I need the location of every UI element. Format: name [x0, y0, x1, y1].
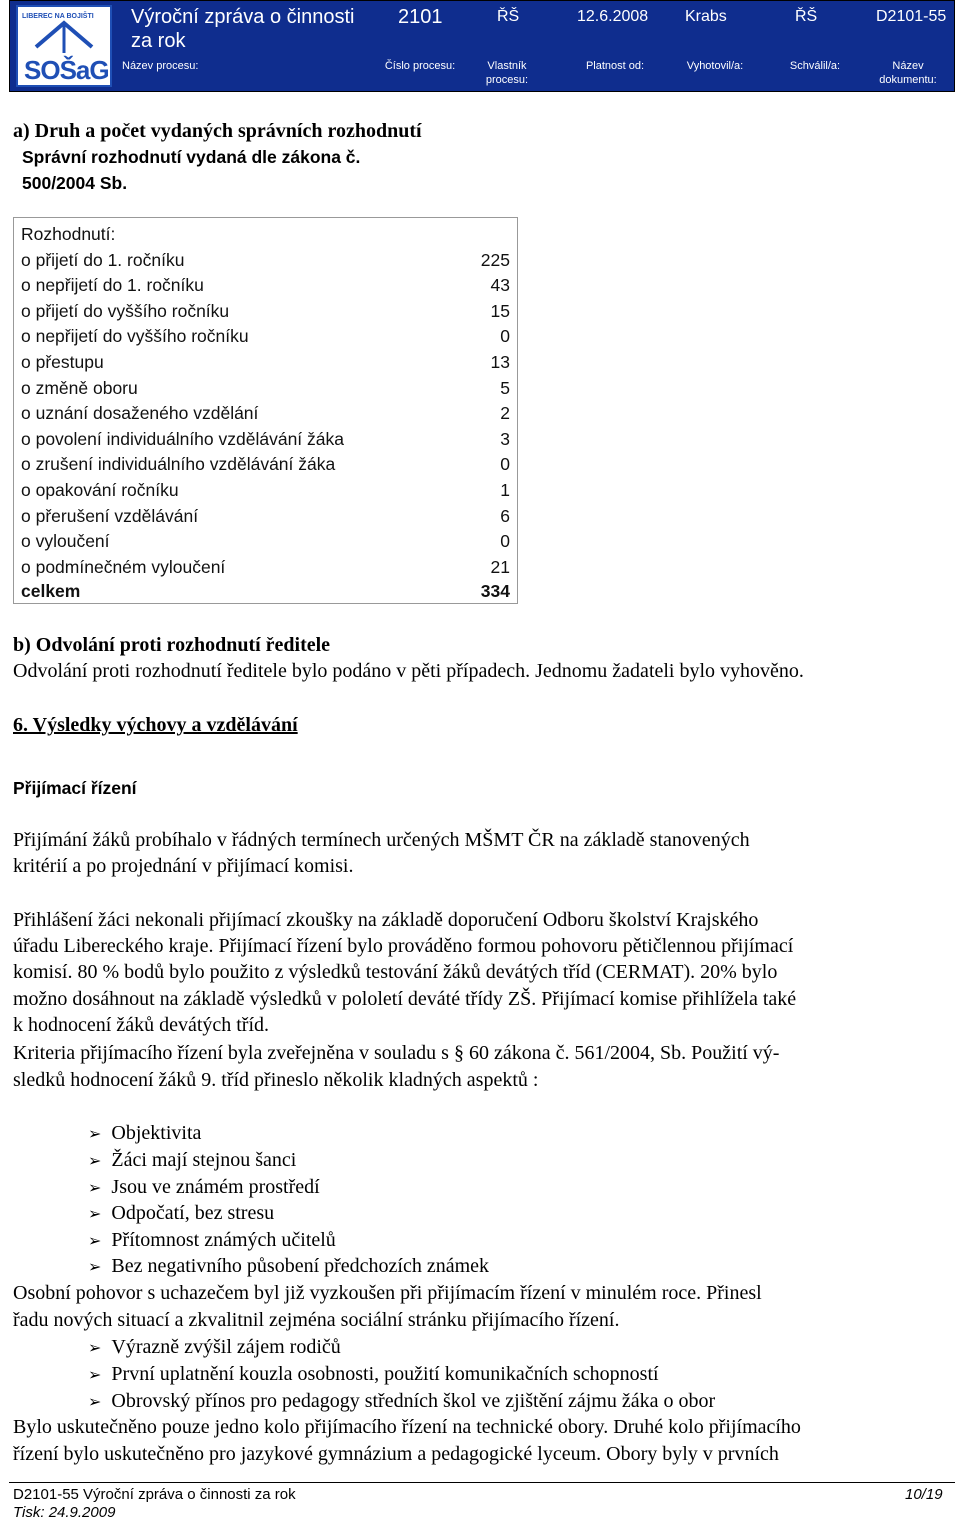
decision-value: 15 — [490, 300, 510, 321]
decision-label: o vyloučení — [21, 531, 110, 552]
table-row — [21, 350, 510, 376]
footer-print-date: Tisk: 24.9.2009 — [13, 1504, 116, 1521]
para4-line: Bylo uskutečněno pouze jedno kolo přijímacího řízení na technické obory. Druhé kolo přijímacího — [13, 1416, 801, 1438]
label-process-name: Název procesu: — [122, 60, 199, 72]
decision-value: 6 — [500, 505, 510, 526]
decision-label: o přijetí do vyššího ročníku — [21, 300, 230, 321]
decisions-title-row — [21, 222, 510, 248]
label-prepared-by: Vyhotovil/a: — [686, 60, 744, 72]
decision-value: 13 — [490, 352, 510, 372]
decision-label: o nepřijetí do vyššího ročníku — [21, 326, 249, 347]
section-a-subheading-line2: 500/2004 Sb. — [22, 173, 128, 193]
doc-title: Výroční zpráva o činnosti za rok — [131, 6, 355, 52]
list-item: ➢ Jsou ve známém prostředí — [88, 1176, 320, 1198]
approved-by: ŘŠ — [795, 8, 818, 25]
arrow-bullet-icon: ➢ — [88, 1392, 102, 1411]
para1-line: kritérií a po projednání v přijímací komisi. — [13, 855, 354, 877]
table-row — [21, 452, 510, 478]
arrow-bullet-icon: ➢ — [88, 1124, 102, 1143]
footer-divider — [9, 1482, 955, 1483]
valid-from: 12.6.2008 — [577, 8, 649, 25]
decision-label: o přestupu — [21, 352, 104, 372]
total-label: celkem — [21, 581, 81, 601]
para1-line: Přijímání žáků probíhalo v řádných termínech určených MŠMT ČR na základě stanovených — [13, 829, 750, 851]
decision-value: 43 — [490, 275, 510, 296]
prepared-by: Krabs — [685, 8, 727, 25]
process-number: 2101 — [398, 6, 443, 28]
label-approved-by: Schválil/a: — [789, 60, 841, 72]
decision-value: 5 — [500, 377, 510, 398]
list-item: ➢ Přítomnost známých učitelů — [88, 1229, 336, 1251]
para2-line: úřadu Libereckého kraje. Přijímací řízení bylo prováděno formou pohovoru pětičlennou přijímací — [13, 935, 794, 957]
decision-value: 0 — [500, 454, 510, 475]
list-item: ➢ Objektivita — [88, 1122, 202, 1144]
decision-value: 3 — [500, 428, 510, 449]
table-row — [21, 504, 510, 530]
para3-line: řadu nových situací a zkvalitnil zejména sociální stránku přijímacího řízení. — [13, 1309, 620, 1331]
table-row — [21, 273, 510, 299]
school-logo — [16, 5, 112, 87]
decision-label: o přijetí do 1. ročníku — [21, 249, 185, 270]
decision-label: o zrušení individuálního vzdělávání žáka — [21, 454, 336, 475]
decision-value: 0 — [500, 531, 510, 552]
total-value: 334 — [480, 581, 510, 601]
para3-line: Osobní pohovor s uchazečem byl již vyzkoušen při přijímacím řízení v minulém roce. Přinesl — [13, 1282, 762, 1304]
total-row — [21, 579, 510, 605]
table-row — [21, 427, 510, 453]
decision-value: 2 — [500, 403, 510, 424]
decision-value: 1 — [500, 480, 510, 500]
para2-line: Kriteria přijímacího řízení byla zveřejněna v souladu s § 60 zákona č. 561/2004, Sb. Použití vý- — [13, 1042, 780, 1064]
decision-label: o přerušení vzdělávání — [21, 505, 199, 526]
arrow-bullet-icon: ➢ — [88, 1178, 102, 1197]
list-item: ➢ Bez negativního působení předchozích známek — [88, 1255, 490, 1277]
doc-name: D2101-55 — [876, 8, 947, 25]
para2-line: možno dosáhnout na základě výsledků v pololetí deváté třídy ZŠ. Přijímací komise přihlížela také — [13, 988, 797, 1010]
arrow-bullet-icon: ➢ — [88, 1365, 102, 1384]
logo-text: SOŠaG — [24, 55, 109, 85]
label-owner: Vlastník procesu: — [485, 60, 529, 86]
process-owner: ŘŠ — [497, 8, 520, 25]
para2-line: Přihlášení žáci nekonali přijímací zkoušky na základě doporučení Odboru školství Krajského — [13, 909, 759, 931]
document-header — [9, 0, 955, 92]
table-row — [21, 529, 510, 555]
arrow-bullet-icon: ➢ — [88, 1204, 102, 1223]
list-item: ➢ Obrovský přínos pro pedagogy středních škol ve zjištění zájmu žáka o obor — [88, 1390, 716, 1412]
arrow-bullet-icon: ➢ — [88, 1338, 102, 1357]
decisions-title: Rozhodnutí: — [21, 224, 116, 244]
logo-small-text: LIBEREC NA BOJIŠTI — [22, 13, 94, 20]
table-row — [21, 299, 510, 325]
table-row — [21, 478, 510, 504]
list-item: ➢ Odpočatí, bez stresu — [88, 1202, 275, 1224]
section-a-heading: a) Druh a počet vydaných správních rozhodnutí — [13, 120, 422, 142]
list-item: ➢ Výrazně zvýšil zájem rodičů — [88, 1336, 341, 1358]
admission-subheading: Přijímací řízení — [13, 778, 137, 798]
decision-value: 0 — [500, 326, 510, 347]
arrow-bullet-icon: ➢ — [88, 1151, 102, 1170]
label-valid-from: Platnost od: — [585, 60, 645, 72]
section-b-text: Odvolání proti rozhodnutí ředitele bylo podáno v pěti případech. Jednomu žadateli bylo vyhověno. — [13, 660, 804, 682]
para2-line: k hodnocení žáků devátých tříd. — [13, 1014, 270, 1036]
para2-line: komisí. 80 % bodů bylo použito z výsledků testování žáků devátých tříd (CERMAT). 20% bylo — [13, 961, 778, 983]
section-a-subheading-line1: Správní rozhodnutí vydaná dle zákona č. — [22, 147, 361, 167]
footer-page-number: 10/19 — [905, 1486, 943, 1503]
decision-label: o uznání dosaženého vzdělání — [21, 403, 259, 424]
para4-line: řízení bylo uskutečněno pro jazykové gymnázium a pedagogické lyceum. Obory byly v prvních — [13, 1443, 779, 1465]
table-row — [21, 324, 510, 350]
label-doc-name: Název dokumentu: — [879, 60, 937, 86]
table-row — [21, 248, 510, 274]
decision-label: o nepřijetí do 1. ročníku — [21, 275, 204, 296]
section-6-heading: 6. Výsledky výchovy a vzdělávání — [13, 714, 298, 736]
decision-label: o opakování ročníku — [21, 480, 179, 500]
footer-doc-ref: D2101-55 Výroční zpráva o činnosti za rok — [13, 1486, 296, 1503]
decision-label: o podmínečném vyloučení — [21, 556, 226, 577]
table-row — [21, 376, 510, 402]
table-row — [21, 555, 510, 581]
decision-label: o změně oboru — [21, 377, 138, 398]
decision-value: 225 — [480, 249, 510, 270]
arrow-bullet-icon: ➢ — [88, 1257, 102, 1276]
list-item: ➢ Žáci mají stejnou šanci — [88, 1149, 297, 1171]
label-process-number: Číslo procesu: — [384, 60, 456, 72]
section-b-heading: b) Odvolání proti rozhodnutí ředitele — [13, 634, 331, 656]
list-item: ➢ První uplatnění kouzla osobnosti, použití komunikačních schopností — [88, 1363, 659, 1385]
arrow-bullet-icon: ➢ — [88, 1231, 102, 1250]
decision-label: o povolení individuálního vzdělávání žáka — [21, 428, 344, 449]
decisions-table — [13, 217, 518, 604]
table-row — [21, 401, 510, 427]
decision-value: 21 — [490, 556, 510, 577]
para2-line: sledků hodnocení žáků 9. tříd přineslo několik kladných aspektů : — [13, 1069, 539, 1091]
